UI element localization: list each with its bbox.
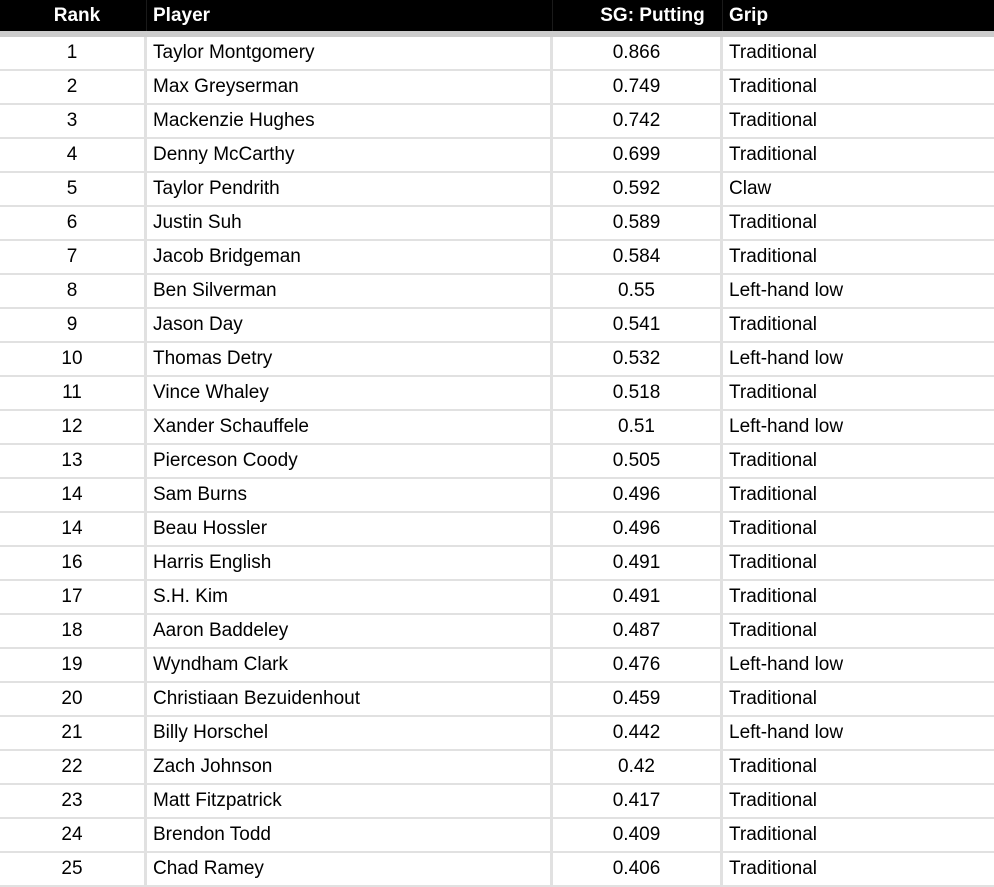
grip-cell[interactable]: Traditional: [729, 688, 818, 709]
sg-putting-cell[interactable]: 0.476: [553, 649, 723, 681]
grip-cell[interactable]: Traditional: [729, 212, 818, 233]
table-row: [0, 615, 994, 649]
grip-cell[interactable]: Left-hand low: [729, 280, 844, 301]
sg-putting-cell[interactable]: 0.51: [553, 411, 723, 443]
table-row: [0, 37, 994, 71]
rank-cell[interactable]: 4: [0, 139, 147, 171]
sg-putting-cell[interactable]: 0.442: [553, 717, 723, 749]
grip-cell[interactable]: Traditional: [729, 144, 818, 165]
player-cell[interactable]: Thomas Detry: [147, 343, 553, 375]
rank-cell[interactable]: 3: [0, 105, 147, 137]
sg-putting-cell[interactable]: 0.496: [553, 479, 723, 511]
player-cell[interactable]: Mackenzie Hughes: [147, 105, 553, 137]
sg-putting-cell[interactable]: 0.541: [553, 309, 723, 341]
table-header: [0, 0, 994, 31]
rank-cell[interactable]: 25: [0, 853, 147, 885]
sg-putting-cell[interactable]: 0.505: [553, 445, 723, 477]
player-cell[interactable]: Jason Day: [147, 309, 553, 341]
rank-cell[interactable]: 19: [0, 649, 147, 681]
rank-cell[interactable]: 5: [0, 173, 147, 205]
table-row: [0, 207, 994, 241]
table-row: [0, 513, 994, 547]
sg-putting-cell[interactable]: 0.491: [553, 581, 723, 613]
grip-cell[interactable]: Traditional: [729, 586, 818, 607]
sg-putting-cell[interactable]: 0.518: [553, 377, 723, 409]
grip-cell[interactable]: Traditional: [729, 790, 818, 811]
sg-putting-cell[interactable]: 0.742: [553, 105, 723, 137]
player-cell[interactable]: Taylor Montgomery: [147, 37, 553, 69]
rank-cell[interactable]: 20: [0, 683, 147, 715]
sg-putting-cell[interactable]: 0.42: [553, 751, 723, 783]
rank-cell[interactable]: 17: [0, 581, 147, 613]
grip-cell[interactable]: Left-hand low: [729, 722, 844, 743]
rank-cell[interactable]: 13: [0, 445, 147, 477]
grip-cell[interactable]: Traditional: [729, 620, 818, 641]
rank-cell[interactable]: 12: [0, 411, 147, 443]
table-row: [0, 411, 994, 445]
player-cell[interactable]: Wyndham Clark: [147, 649, 553, 681]
rank-cell[interactable]: 21: [0, 717, 147, 749]
grip-cell[interactable]: Traditional: [729, 450, 818, 471]
grip-cell[interactable]: Traditional: [729, 518, 818, 539]
player-cell[interactable]: Taylor Pendrith: [147, 173, 553, 205]
rank-cell[interactable]: 16: [0, 547, 147, 579]
rank-cell[interactable]: 8: [0, 275, 147, 307]
sg-putting-cell[interactable]: 0.699: [553, 139, 723, 171]
table-body: [0, 37, 994, 887]
grip-cell[interactable]: Traditional: [729, 824, 818, 845]
table-row: [0, 71, 994, 105]
sg-putting-cell[interactable]: 0.459: [553, 683, 723, 715]
rank-cell[interactable]: 11: [0, 377, 147, 409]
player-cell[interactable]: Pierceson Coody: [147, 445, 553, 477]
rank-cell[interactable]: 2: [0, 71, 147, 103]
column-header-grip[interactable]: Grip: [729, 5, 769, 26]
sg-putting-cell[interactable]: 0.589: [553, 207, 723, 239]
sg-putting-cell[interactable]: 0.532: [553, 343, 723, 375]
sg-putting-cell[interactable]: 0.55: [553, 275, 723, 307]
grip-cell[interactable]: Left-hand low: [729, 416, 844, 437]
sg-putting-cell[interactable]: 0.409: [553, 819, 723, 851]
player-cell[interactable]: S.H. Kim: [147, 581, 553, 613]
rank-cell[interactable]: 14: [0, 479, 147, 511]
table-row: [0, 377, 994, 411]
player-cell[interactable]: Max Greyserman: [147, 71, 553, 103]
grip-cell[interactable]: Traditional: [729, 314, 818, 335]
table-row: [0, 309, 994, 343]
table-row: [0, 547, 994, 581]
grip-cell[interactable]: Traditional: [729, 382, 818, 403]
rank-cell[interactable]: 10: [0, 343, 147, 375]
table-row: [0, 139, 994, 173]
player-cell[interactable]: Vince Whaley: [147, 377, 553, 409]
grip-cell[interactable]: Traditional: [729, 552, 818, 573]
column-header-rank[interactable]: Rank: [0, 0, 147, 31]
player-cell[interactable]: Chad Ramey: [147, 853, 553, 885]
table-row: [0, 343, 994, 377]
table-row: [0, 649, 994, 683]
sg-putting-cell[interactable]: 0.584: [553, 241, 723, 273]
grip-cell[interactable]: Traditional: [729, 42, 818, 63]
rank-cell[interactable]: 24: [0, 819, 147, 851]
table-row: [0, 445, 994, 479]
sg-putting-cell[interactable]: 0.749: [553, 71, 723, 103]
rank-cell[interactable]: 7: [0, 241, 147, 273]
sg-putting-cell[interactable]: 0.487: [553, 615, 723, 647]
player-cell[interactable]: Aaron Baddeley: [147, 615, 553, 647]
grip-cell[interactable]: Left-hand low: [729, 654, 844, 675]
player-cell[interactable]: Justin Suh: [147, 207, 553, 239]
rank-cell[interactable]: 9: [0, 309, 147, 341]
sg-putting-cell[interactable]: 0.417: [553, 785, 723, 817]
rank-cell[interactable]: 18: [0, 615, 147, 647]
player-cell[interactable]: Billy Horschel: [147, 717, 553, 749]
rank-cell[interactable]: 23: [0, 785, 147, 817]
table-row: [0, 853, 994, 887]
rank-cell[interactable]: 22: [0, 751, 147, 783]
table-row: [0, 275, 994, 309]
table-row: [0, 717, 994, 751]
column-header-sg-putting[interactable]: SG: Putting: [553, 0, 723, 31]
grip-cell[interactable]: Claw: [729, 178, 772, 199]
sg-putting-cell[interactable]: 0.592: [553, 173, 723, 205]
grip-cell[interactable]: Traditional: [729, 484, 818, 505]
player-cell[interactable]: Brendon Todd: [147, 819, 553, 851]
table-row: [0, 751, 994, 785]
grip-cell[interactable]: Traditional: [729, 76, 818, 97]
table-row: [0, 105, 994, 139]
player-cell[interactable]: Beau Hossler: [147, 513, 553, 545]
rank-cell[interactable]: 14: [0, 513, 147, 545]
player-cell[interactable]: Zach Johnson: [147, 751, 553, 783]
sg-putting-cell[interactable]: 0.496: [553, 513, 723, 545]
rank-cell[interactable]: 6: [0, 207, 147, 239]
player-cell[interactable]: Jacob Bridgeman: [147, 241, 553, 273]
sg-putting-cell[interactable]: 0.406: [553, 853, 723, 885]
grip-cell[interactable]: Traditional: [729, 756, 818, 777]
sg-putting-cell[interactable]: 0.491: [553, 547, 723, 579]
player-cell[interactable]: Denny McCarthy: [147, 139, 553, 171]
table-row: [0, 173, 994, 207]
table-row: [0, 785, 994, 819]
table-row: [0, 241, 994, 275]
player-cell[interactable]: Sam Burns: [147, 479, 553, 511]
grip-cell[interactable]: Left-hand low: [729, 348, 844, 369]
player-cell[interactable]: Harris English: [147, 547, 553, 579]
player-cell[interactable]: Ben Silverman: [147, 275, 553, 307]
column-header-player[interactable]: Player: [147, 0, 553, 31]
player-cell[interactable]: Matt Fitzpatrick: [147, 785, 553, 817]
grip-cell[interactable]: Traditional: [729, 110, 818, 131]
table-row: [0, 479, 994, 513]
table-row: [0, 581, 994, 615]
grip-cell[interactable]: Traditional: [729, 246, 818, 267]
table-row: [0, 819, 994, 853]
rank-cell[interactable]: 1: [0, 37, 147, 69]
player-cell[interactable]: Xander Schauffele: [147, 411, 553, 443]
sg-putting-cell[interactable]: 0.866: [553, 37, 723, 69]
table-row: [0, 683, 994, 717]
player-cell[interactable]: Christiaan Bezuidenhout: [147, 683, 553, 715]
grip-cell[interactable]: Traditional: [729, 858, 818, 879]
